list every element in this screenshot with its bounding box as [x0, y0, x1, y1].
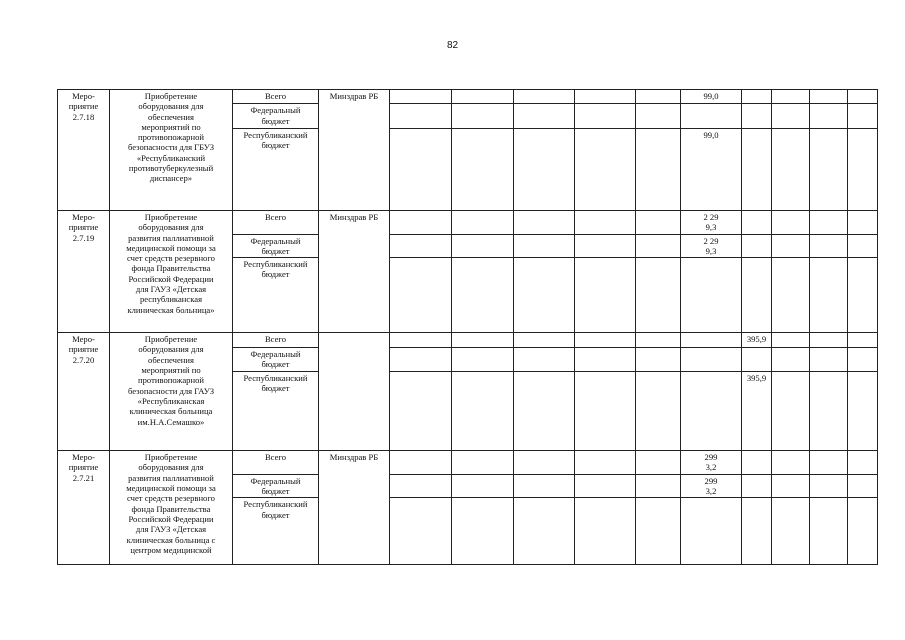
amount-cell	[681, 348, 742, 372]
table-row	[58, 211, 878, 235]
amount-cell	[742, 211, 772, 235]
measure-name: Приобретение оборудования для развития паллиативной медицинской помощи за счет средств резервного фонда Правительства Российской Федерации для ГАУЗ «Детская клиническая больница с центром медицинской	[110, 451, 233, 565]
amount-cell	[742, 128, 772, 210]
amount-cell	[742, 90, 772, 104]
funding-source: Федеральный бюджет	[233, 104, 319, 129]
table-row	[58, 333, 878, 348]
measure-code: Меро- приятие 2.7.18	[58, 90, 110, 211]
executor: Минздрав РБ	[319, 211, 390, 333]
amount-cell	[742, 104, 772, 129]
executor: Минздрав РБ	[319, 90, 390, 211]
measure-name: Приобретение оборудования для обеспечения мероприятий по противопожарной безопасности для ГАУЗ «Республиканская клиническая больница им.Н.А.Семашко»	[110, 333, 233, 451]
amount-cell	[742, 474, 772, 498]
amount-cell: 99,0	[681, 90, 742, 104]
measure-name: Приобретение оборудования для развития паллиативной медицинской помощи за счет средств резервного фонда Правительства Российской Федерации для ГАУЗ «Детская республиканская клиническая больница»	[110, 211, 233, 333]
amount-cell	[681, 258, 742, 333]
table-row	[58, 90, 878, 104]
amount-cell	[681, 498, 742, 565]
amount-cell: 395,9	[742, 372, 772, 451]
amount-cell: 99,0	[681, 128, 742, 210]
funding-source: Федеральный бюджет	[233, 474, 319, 498]
amount-cell	[742, 451, 772, 475]
measure-code: Меро- приятие 2.7.19	[58, 211, 110, 333]
measure-name: Приобретение оборудования для обеспечения мероприятий по противопожарной безопасности для ГБУЗ «Республиканский противотуберкулезный диспансер»	[110, 90, 233, 211]
amount-cell: 2 29 9,3	[681, 234, 742, 258]
executor	[319, 333, 390, 451]
funding-source: Федеральный бюджет	[233, 348, 319, 372]
funding-source: Федеральный бюджет	[233, 234, 319, 258]
funding-source: Всего	[233, 211, 319, 235]
executor: Минздрав РБ	[319, 451, 390, 565]
amount-cell: 299 3,2	[681, 451, 742, 475]
funding-source: Республиканский бюджет	[233, 372, 319, 451]
amount-cell: 395,9	[742, 333, 772, 348]
amount-cell	[742, 258, 772, 333]
funding-source: Всего	[233, 451, 319, 475]
funding-source: Республиканский бюджет	[233, 128, 319, 210]
budget-table	[57, 89, 878, 565]
amount-cell	[742, 348, 772, 372]
measure-code: Меро- приятие 2.7.21	[58, 451, 110, 565]
table-row	[58, 451, 878, 475]
funding-source: Всего	[233, 90, 319, 104]
funding-source: Республиканский бюджет	[233, 258, 319, 333]
page-number: 82	[446, 40, 459, 51]
funding-source: Республиканский бюджет	[233, 498, 319, 565]
amount-cell	[742, 498, 772, 565]
amount-cell	[681, 333, 742, 348]
amount-cell	[681, 104, 742, 129]
amount-cell: 299 3,2	[681, 474, 742, 498]
funding-source: Всего	[233, 333, 319, 348]
amount-cell	[742, 234, 772, 258]
amount-cell	[681, 372, 742, 451]
amount-cell: 2 29 9,3	[681, 211, 742, 235]
measure-code: Меро- приятие 2.7.20	[58, 333, 110, 451]
